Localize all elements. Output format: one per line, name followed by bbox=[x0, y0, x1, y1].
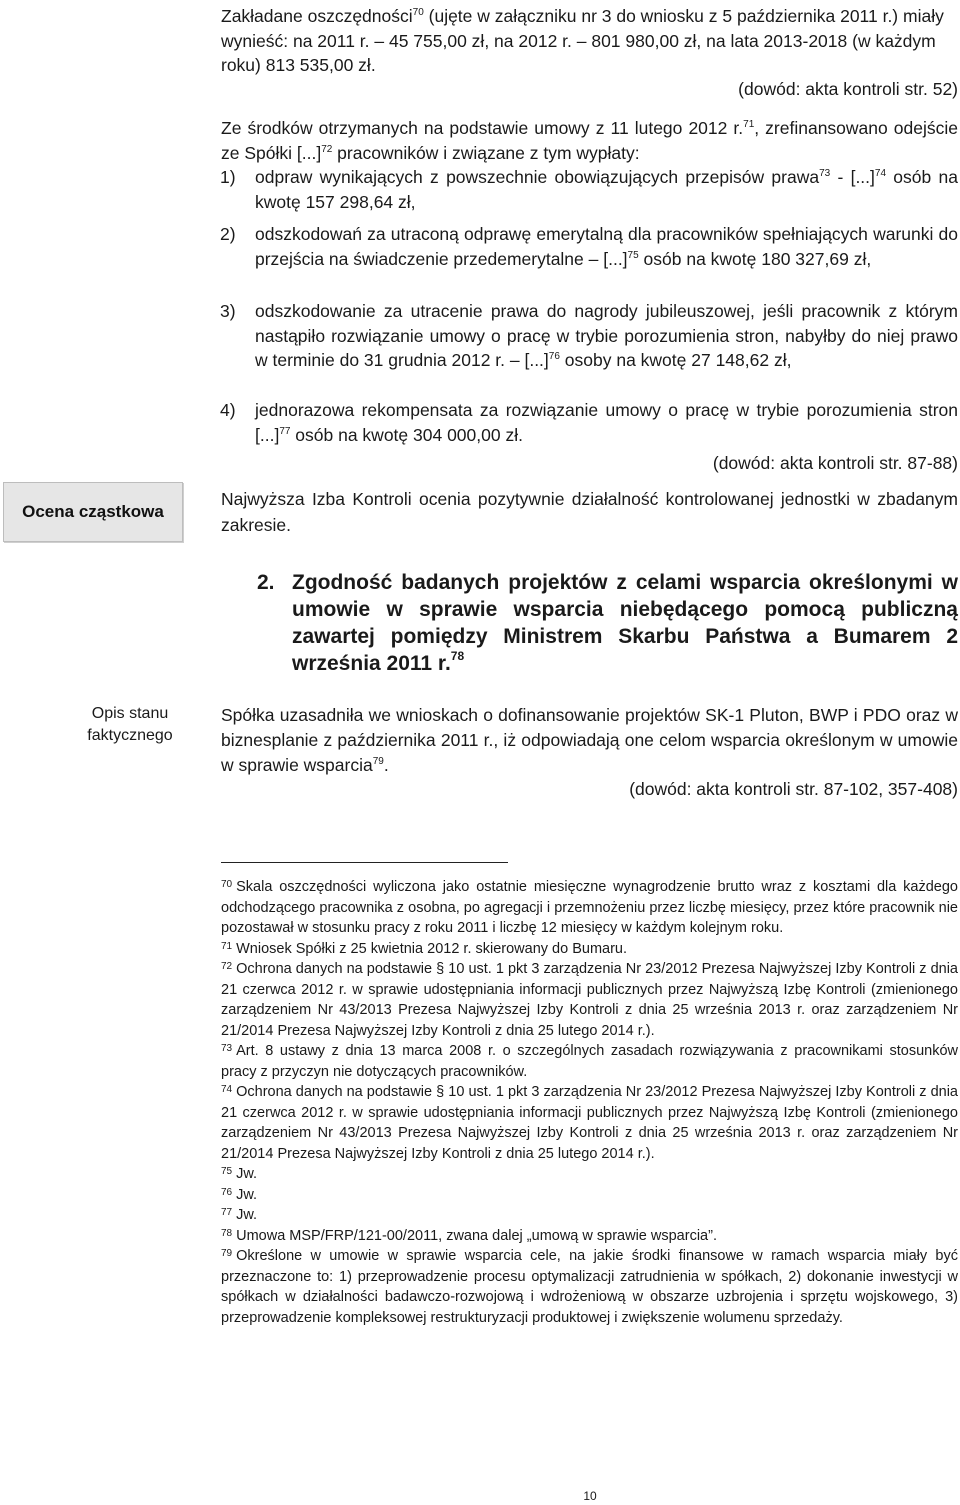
list-text: odpraw wynikających z powszechnie obowiązujących przepisów prawa bbox=[255, 167, 820, 187]
footnote-number: 72 bbox=[221, 961, 233, 972]
footnote-ref[interactable]: 79 bbox=[372, 756, 384, 767]
footnote-text: Jw. bbox=[236, 1166, 258, 1182]
footnote-ref[interactable]: 76 bbox=[548, 351, 560, 362]
footnote-number: 75 bbox=[221, 1166, 233, 1177]
page-number: 10 bbox=[583, 1489, 597, 1503]
evidence-note: (dowód: akta kontroli str. 87-102, 357-408) bbox=[629, 779, 958, 799]
footnote-number: 79 bbox=[221, 1248, 233, 1259]
footnote-text: Skala oszczędności wyliczona jako ostatnie miesięczne wynagrodzenie brutto wraz z kosztami dla każdego odchodzącego pracownika z osobna, po agregacji i przemnożeniu przez liczbę miesięcy, przez które pracownik nie pozostawał w stosunku pracy z roku 2011 i liczbę 12 miesięcy w każdym kolejnym roku. bbox=[221, 879, 958, 936]
footnote-text: Określone w umowie w sprawie wsparcia cele, na jakie środki finansowe w ramach wsparcia miały być przeznaczone to: 1) przeprowadzenie procesu optymalizacji zatrudnienia w spółkach, 2) dokonanie inwestycji w spółkach w działalności badawczo-rozwojową i wdrożeniową w obszarze uzbrojenia i sprzętu wojskowego, 3) przeprowadzenie kompleksowej restrukturyzacji produktowej i zwiększenie wolumenu sprzedaży. bbox=[221, 1248, 958, 1326]
list-number: 2) bbox=[220, 224, 236, 244]
list-text: odszkodowań za utraconą odprawę emerytalną dla pracowników spełniających warunki do przejścia na świadczenie przedemerytalne – [...] bbox=[255, 224, 958, 269]
partial-assessment-text: Najwyższa Izba Kontroli ocenia pozytywnie działalność kontrolowanej jednostki w zbadanym zakresie. bbox=[221, 489, 958, 535]
footnote-ref[interactable]: 74 bbox=[874, 168, 887, 179]
state-paragraph bbox=[221, 703, 958, 778]
list-number: 3) bbox=[220, 301, 236, 321]
footnote-number: 71 bbox=[221, 940, 233, 952]
list-number: 1) bbox=[220, 167, 236, 187]
partial-assessment-label: Ocena cząstkowa bbox=[3, 482, 183, 542]
footnote bbox=[221, 1226, 958, 1247]
savings-text-cont: (ujęte w załączniku nr 3 do wniosku z 5 października 2011 r.) miały wynieść: na 2011 r. – 45 755,00 zł, na 2012 r. – 801 980,00 zł, na lata 2013-2018 (w każdym roku) 813 535,00 zł. bbox=[221, 6, 944, 75]
footnote-ref[interactable]: 77 bbox=[279, 425, 291, 437]
list-text: - [...] bbox=[830, 167, 875, 187]
footnote-text: Jw. bbox=[236, 1207, 258, 1223]
footnote bbox=[221, 959, 958, 1041]
funding-paragraph bbox=[221, 116, 958, 165]
funding-text: Ze środków otrzymanych na podstawie umowy z 11 lutego 2012 r. bbox=[221, 118, 744, 138]
footnote-ref[interactable]: 78 bbox=[450, 649, 465, 663]
footnote-number: 74 bbox=[221, 1084, 233, 1095]
footnote-ref[interactable]: 75 bbox=[627, 249, 639, 261]
list-text: osoby na kwotę 27 148,62 zł, bbox=[559, 350, 792, 370]
footnote-number: 78 bbox=[221, 1227, 233, 1239]
savings-paragraph bbox=[221, 4, 958, 78]
funding-text-end: pracowników i związane z tym wypłaty: bbox=[332, 142, 640, 163]
evidence-note: (dowód: akta kontroli str. 87-88) bbox=[712, 453, 958, 473]
footnote bbox=[221, 1205, 958, 1226]
footnote-text: Ochrona danych na podstawie § 10 ust. 1 pkt 3 zarządzenia Nr 23/2012 Prezesa Najwyższej Izby Kontroli z dnia 21 czerwca 2012 r. w sprawie udostępniania informacji publicznych przez Najwyższą Izbę Kontroli (zmienionego zarządzeniem Nr 43/2013 Prezesa Najwyższej Izby Kontroli z dnia 25 września 2013 r. oraz zarządzeniem Nr 21/2014 Prezesa Najwyższej Izby Kontroli z dnia 25 lutego 2014 r.). bbox=[221, 961, 958, 1039]
section-title: Zgodność badanych projektów z celami wsparcia określonymi w umowie w sprawie wsparcia niebędącego pomocą publiczną zawartej pomiędzy Ministrem Skarbu Państwa a Bumarem 2 września 2011 r. bbox=[292, 571, 958, 675]
list-text: osób na kwotę 304 000,00 zł. bbox=[290, 424, 523, 445]
footnote-text: Wniosek Spółki z 25 kwietnia 2012 r. skierowany do Bumaru. bbox=[236, 940, 628, 957]
footnote bbox=[221, 1246, 958, 1328]
footnote bbox=[221, 877, 958, 939]
footnote-separator bbox=[221, 862, 508, 863]
list-text: jednorazowa rekompensata za rozwiązanie umowy o pracę w trybie porozumienia stron [...] bbox=[255, 400, 958, 445]
list-item bbox=[220, 165, 958, 214]
savings-text: Zakładane oszczędności bbox=[221, 6, 413, 26]
state-text-end: . bbox=[383, 755, 389, 775]
footnote-number: 70 bbox=[221, 879, 233, 890]
footnote-number: 77 bbox=[221, 1207, 233, 1218]
state-description-label: Opis stanu faktycznego bbox=[87, 705, 173, 744]
footnote-text: Umowa MSP/FRP/121-00/2011, zwana dalej „umową w sprawie wsparcia”. bbox=[236, 1227, 717, 1244]
footnote-text: Jw. bbox=[236, 1186, 258, 1203]
list-text: osób na kwotę 157 298,64 zł, bbox=[255, 167, 958, 212]
list-item bbox=[220, 398, 958, 447]
footnote-ref[interactable]: 71 bbox=[743, 119, 755, 130]
footnote-ref[interactable]: 73 bbox=[819, 168, 831, 179]
list-item bbox=[220, 222, 958, 271]
list-number: 4) bbox=[220, 400, 236, 420]
footnote bbox=[221, 1185, 958, 1206]
evidence-note: (dowód: akta kontroli str. 52) bbox=[738, 79, 958, 99]
footnote bbox=[221, 1164, 958, 1185]
list-text: odszkodowanie za utracenie prawa do nagrody jubileuszowej, jeśli pracownik z którym nastąpiło rozwiązanie umowy o pracę w trybie porozumienia stron, nabyłby do niej prawo w terminie do 31 grudnia 2012 r. – [...] bbox=[255, 301, 958, 370]
state-text: Spółka uzasadniła we wnioskach o dofinansowanie projektów SK-1 Pluton, BWP i PDO oraz w biznesplanie z października 2011 r., iż odpowiadają one celom wsparcia określonym w umowie w sprawie wsparcia bbox=[221, 705, 958, 775]
footnote-ref[interactable]: 72 bbox=[321, 143, 333, 155]
footnotes bbox=[221, 877, 958, 1328]
footnote-number: 76 bbox=[221, 1186, 233, 1198]
section-number: 2. bbox=[257, 571, 275, 594]
footnote bbox=[221, 939, 958, 960]
funding-text-cont: , zrefinansowano odejście ze Spółki [...] bbox=[221, 118, 958, 163]
footnote-text: Ochrona danych na podstawie § 10 ust. 1 pkt 3 zarządzenia Nr 23/2012 Prezesa Najwyższej Izby Kontroli z dnia 21 czerwca 2012 r. w sprawie udostępniania informacji publicznych przez Najwyższą Izbę Kontroli (zmienionego zarządzeniem Nr 43/2013 Prezesa Najwyższej Izby Kontroli z dnia 25 września 2013 r. oraz zarządzeniem Nr 21/2014 Prezesa Najwyższej Izby Kontroli z dnia 25 lutego 2014 r.). bbox=[221, 1084, 958, 1162]
list-item bbox=[220, 299, 958, 373]
section-heading bbox=[257, 569, 958, 677]
footnote-text: Art. 8 ustawy z dnia 13 marca 2008 r. o szczególnych zasadach rozwiązywania z pracownikami stosunków pracy z przyczyn nie dotyczących pracowników. bbox=[221, 1043, 958, 1080]
footnote-ref[interactable]: 70 bbox=[412, 7, 424, 18]
list-text: osób na kwotę 180 327,69 zł, bbox=[638, 248, 872, 269]
footnote bbox=[221, 1082, 958, 1164]
footnote bbox=[221, 1041, 958, 1082]
footnote-number: 73 bbox=[221, 1043, 233, 1054]
